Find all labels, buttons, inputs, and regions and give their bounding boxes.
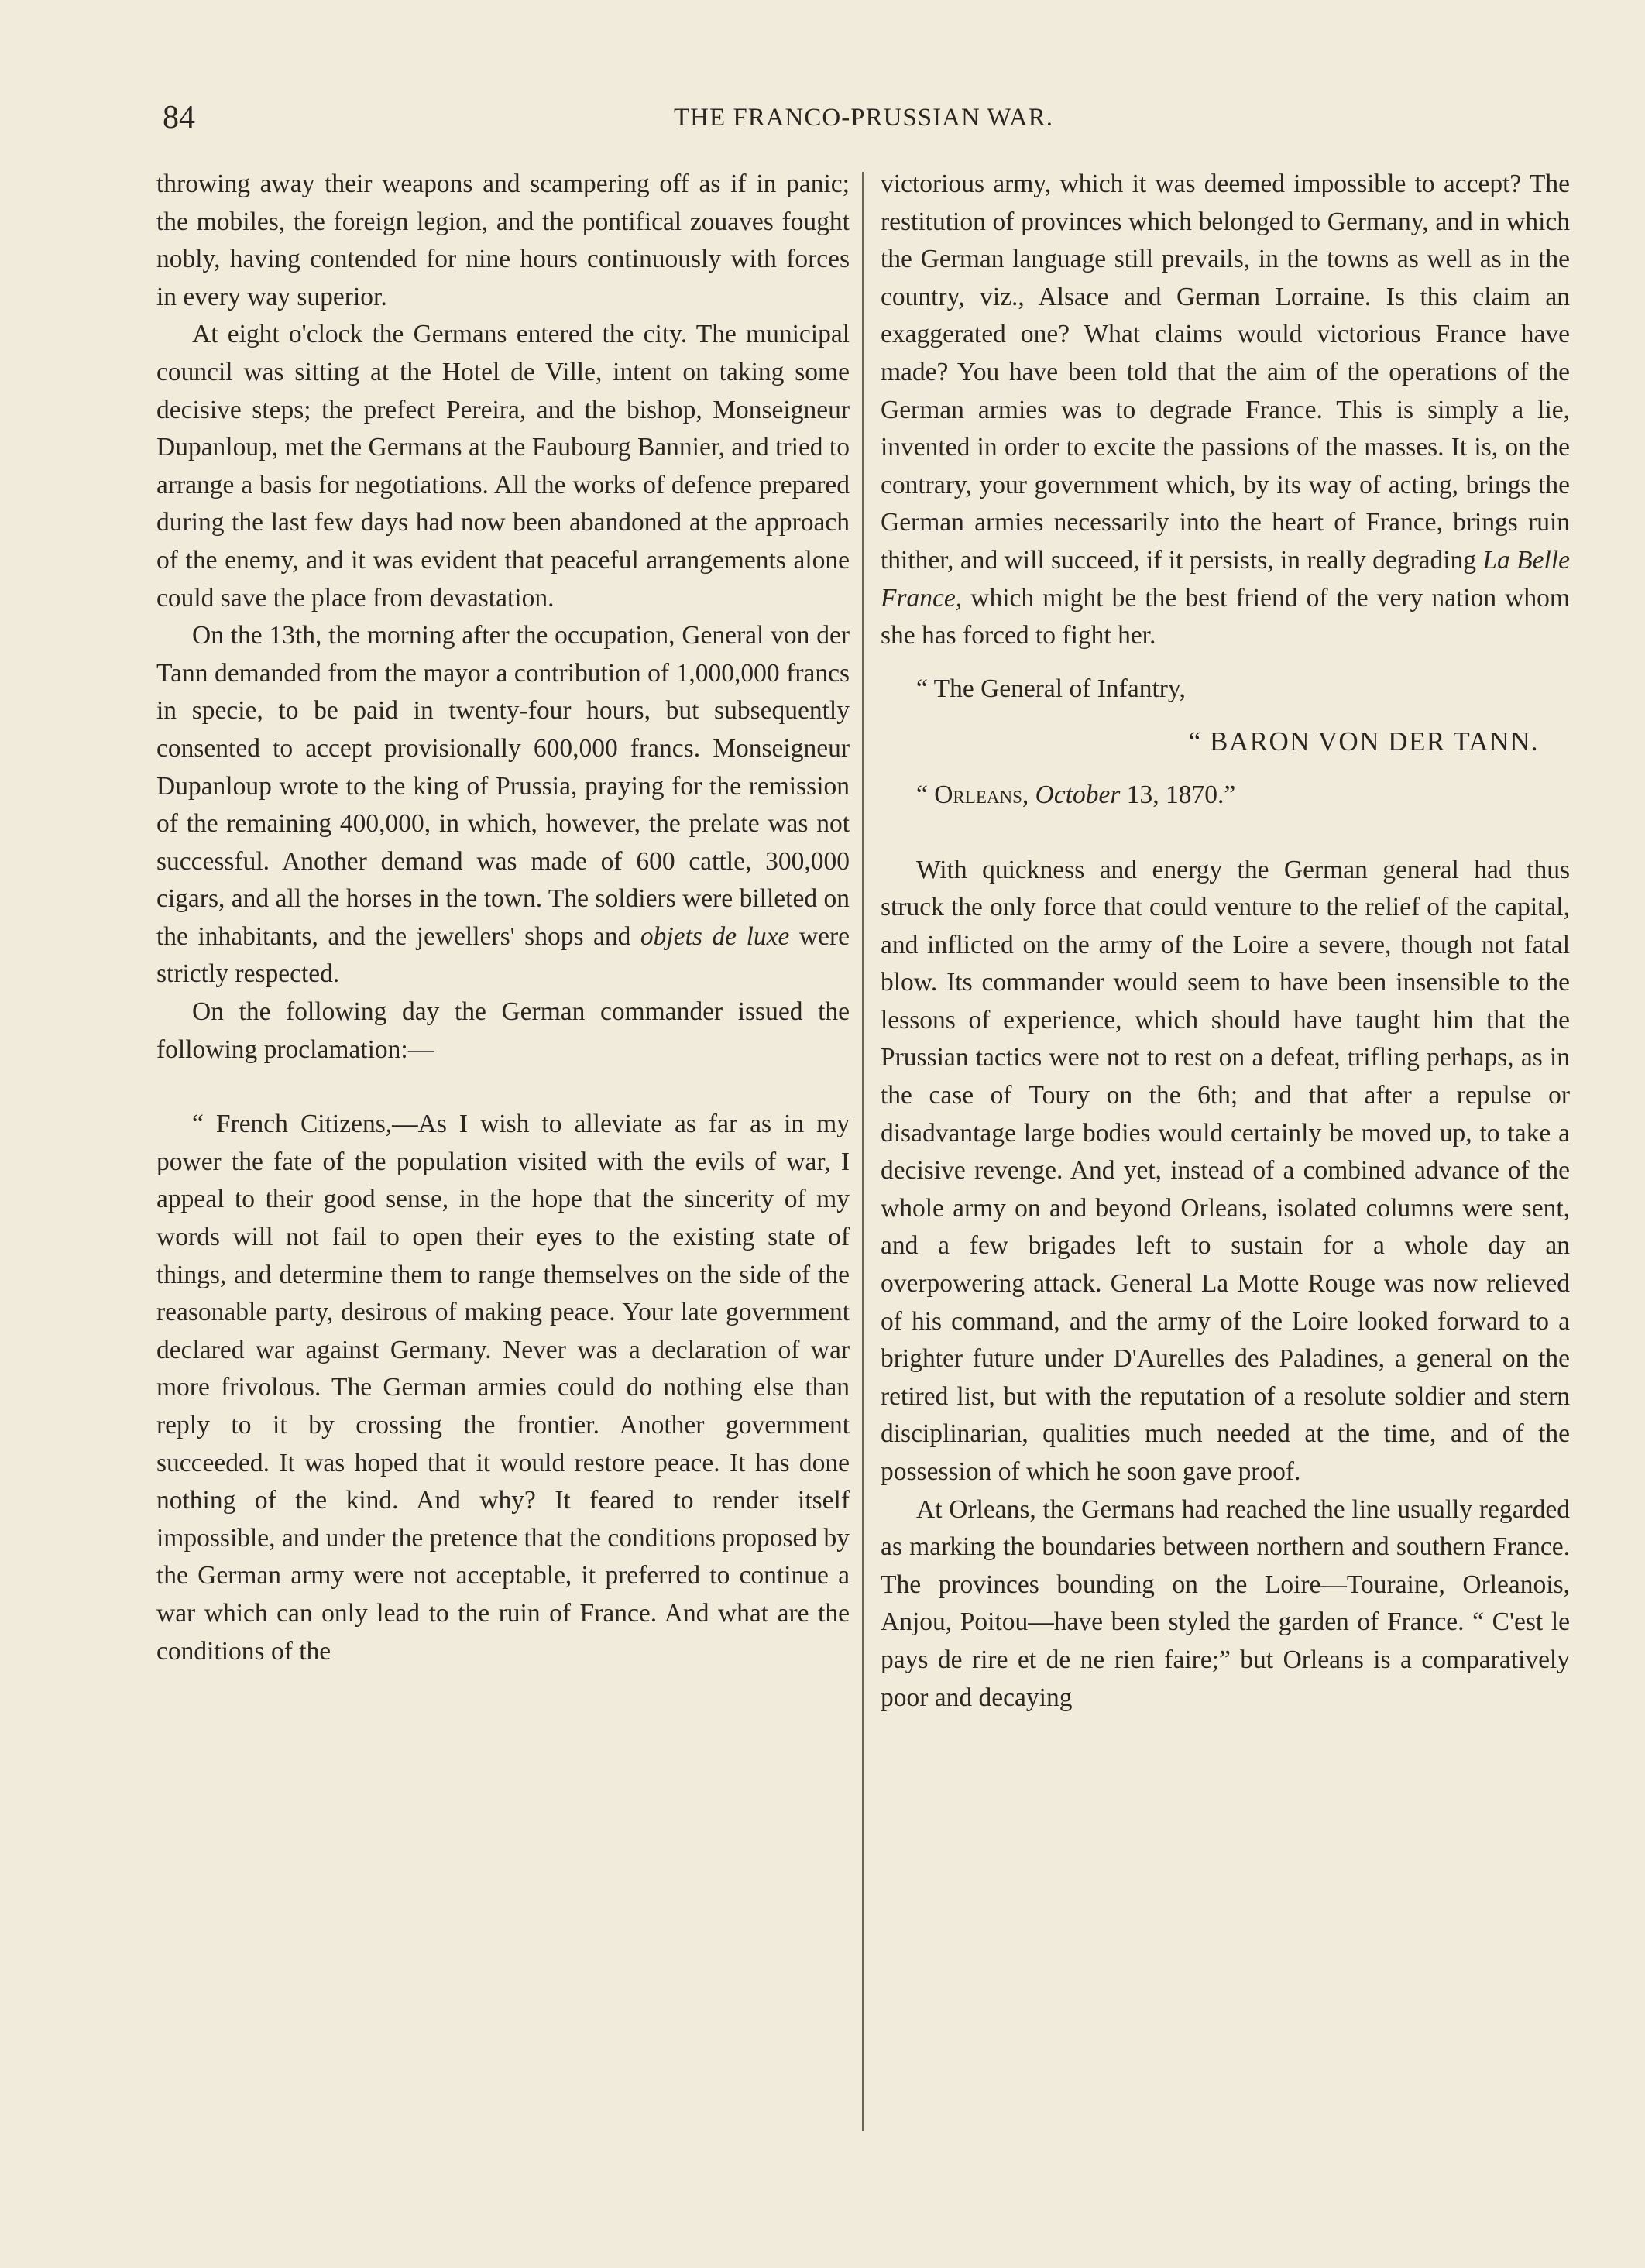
- page-header: [163, 94, 1564, 141]
- left-column: [156, 166, 850, 1670]
- paragraph-germans-enter: At eight o'clock the Germans entered the city. The municipal council was sitting at the Hotel de Ville, intent on taking some decisive steps; the prefect Pereira, and the bishop, Monseigneur Dupanloup, met the Germans at the Faubourg Bannier, and tried to arrange a basis for negotiations. All the works of defence prepared during the last few days had now been abandoned at the approach of the enemy, and it was evident that peaceful arrangements alone could save the place from devastation.: [156, 320, 850, 612]
- column-divider: [862, 172, 864, 2131]
- running-title: THE FRANCO-PRUSSIAN WAR.: [673, 104, 1054, 132]
- paragraph-proclamation-intro: On the following day the German commander issued the following proclamation:—: [156, 997, 850, 1064]
- proclamation-cont-end: which might be the best friend of the very nation whom she has forced to fight her.: [881, 583, 1570, 650]
- proclamation-text: “ French Citizens,—As I wish to alleviate as far as in my power the fate of the population visited with the evils of war, I appeal to their good sense, in the hope that the sincerity of my words will not fail to open their eyes to the existing state of things, and determine them to range themselves on the side of the reasonable party, desirous of making peace. Your late government declared war against Germany. Never was a declaration of war more frivolous. The German armies could do nothing else than reply to it by crossing the frontier. Another government succeeded. It was hoped that it would restore peace. It has done nothing of the kind. And why? It feared to render itself impossible, and under the pretence that the conditions proposed by the German army were not acceptable, it preferred to continue a war which can only lead to the ruin of France. And what are the conditions of the: [156, 1110, 850, 1666]
- proclamation-cont-text: victorious army, which it was deemed impossible to accept? The restitution of provinces which belonged to Germany, and in which the German language still prevails, in the towns as well as in the country, viz., Alsace and German Lorraine. Is this claim an exaggerated one? What claims would victorious France have made? You have been told that the aim of the operations of the German armies was to degrade France. This is simply a lie, invented in order to excite the passions of the masses. It is, on the contrary, your government which, by its way of acting, brings the German armies necessarily into the heart of France, brings ruin thither, and will succeed, if it persists, in really degrading: [881, 170, 1570, 575]
- paragraph-continuation: throwing away their weapons and scampering off as if in panic; the mobiles, the foreign legion, and the pontifical zouaves fought nobly, having contended for nine hours continuously with forces in every way superior.: [156, 170, 850, 311]
- dateline-month: October: [1035, 780, 1121, 809]
- contribution-text: On the 13th, the morning after the occupation, General von der Tann demanded from the mayor a contribution of 1,000,000 francs in specie, to be paid in twenty-four hours, but subsequently consented to accept provisionally 600,000 francs. Monseigneur Dupanloup wrote to the king of Prussia, praying for the remission of the remaining 400,000, in which, however, the prelate was not successful. Another demand was made of 600 cattle, 300,000 cigars, and all the horses in the town. The soldiers were billeted on the inhabitants, and the jewellers' shops and: [156, 621, 850, 951]
- page-number: 84: [163, 100, 195, 136]
- paragraph-contribution: [156, 617, 850, 993]
- paragraph-at-orleans: At Orleans, the Germans had reached the line usually regarded as marking the boundaries between northern and southern France. The provinces bounding on the Loire—Touraine, Orleanois, Anjou, Poitou—have been styled the garden of France. “ C'est le pays de rire et de ne rien faire;” but Orleans is a comparatively poor and decaying: [881, 1494, 1570, 1712]
- objets-de-luxe: objets de luxe: [640, 921, 790, 951]
- closing-line: “ The General of Infantry,: [916, 674, 1186, 703]
- la-belle-france: La Belle France,: [881, 545, 1571, 612]
- signature: “ BARON VON DER TANN.: [1188, 726, 1539, 757]
- dateline-place: “ Orleans,: [916, 780, 1029, 809]
- dateline: [881, 777, 1570, 815]
- proclamation-continuation: [881, 166, 1570, 655]
- paragraph-quickness: With quickness and energy the German general had thus struck the only force that could venture to the relief of the capital, and inflicted on the army of the Loire a severe, though not fatal blow. Its commander would seem to have been insensible to the lessons of experience, which should have taught him that the Prussian tactics were not to rest on a defeat, trifling perhaps, as in the case of Toury on the 6th; and that after a repulse or disadvantage large bodies would certainly be moved up, to take a decisive revenge. And yet, instead of a combined advance of the whole army on and beyond Orleans, isolated columns were sent, and a few brigades left to sustain for a whole day an overpowering attack. General La Motte Rouge was now relieved of his command, and the army of the Loire looked forward to a brighter future under D'Aurelles des Paladines, a general on the retired list, but with the reputation of a resolute soldier and stern disciplinarian, qualities much needed at the time, and of the possession of which he soon gave proof.: [881, 855, 1570, 1486]
- right-column: [881, 166, 1570, 1717]
- contribution-end: were strictly respected.: [156, 921, 850, 989]
- dateline-day-year: 13, 1870.”: [1126, 780, 1236, 809]
